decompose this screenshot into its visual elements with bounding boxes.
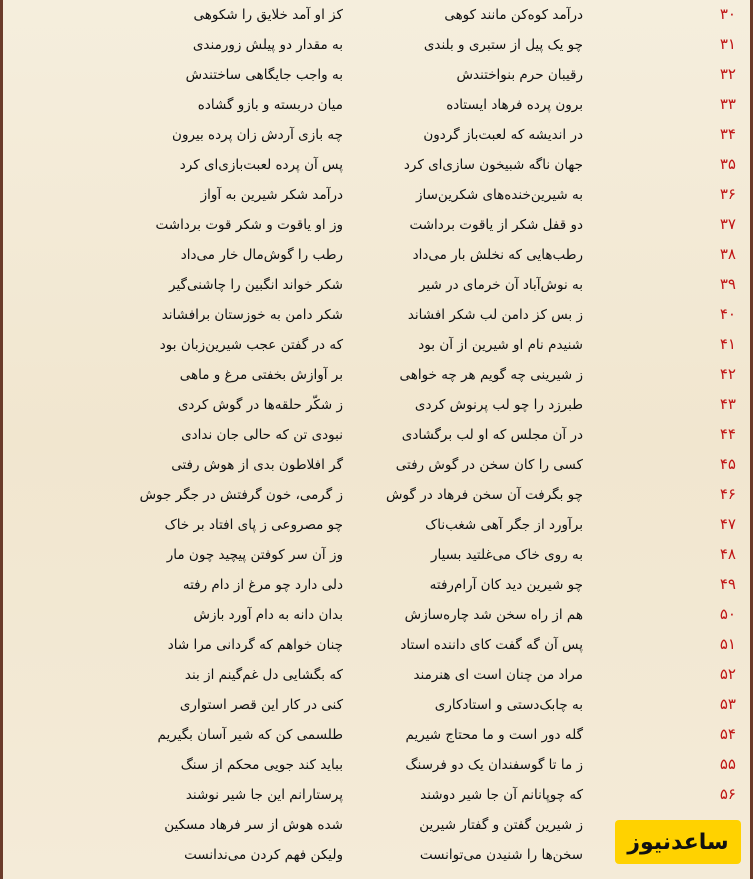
second-hemistich: نبودی تن که حالی جان ندادی (181, 427, 343, 443)
first-hemistich: کسی را کان سخن در گوش رفتی (395, 457, 583, 473)
second-hemistich: که بگشایی دل غم‌گینم از بند (184, 667, 343, 683)
first-hemistich: جهان ناگه شبیخون سازی‌ای کرد (403, 157, 583, 173)
second-hemistich: چه بازی آردش زان پرده بیرون (172, 127, 343, 143)
poem-row (3, 573, 753, 603)
first-hemistich: در اندیشه که لعبت‌باز گردون (423, 127, 583, 143)
first-hemistich: چو بگرفت آن سخن فرهاد در گوش (386, 487, 583, 503)
poem-row (3, 33, 753, 63)
first-hemistich: پس آن گه گفت کای داننده استاد (400, 637, 583, 653)
second-hemistich: بر آوازش بخفتی مرغ و ماهی (179, 367, 343, 383)
second-hemistich: ولیکن فهم کردن می‌ندانست (184, 847, 343, 863)
verse-number: ۵۳ (719, 695, 736, 713)
second-hemistich: ز شکّر حلقه‌ها در گوش کردی (177, 397, 343, 413)
verse-number: ۴۶ (719, 485, 736, 503)
verse-number: ۴۵ (719, 455, 736, 473)
poem-row (3, 633, 753, 663)
first-hemistich: که چوپانانم آن جا شیر دوشند (420, 787, 583, 803)
first-hemistich: مراد من چنان است ای هنرمند (413, 667, 583, 683)
second-hemistich: میان دربسته و بازو گشاده (197, 97, 343, 113)
poem-row (3, 513, 753, 543)
verse-number: ۳۰ (719, 5, 736, 23)
verse-number: ۴۲ (719, 365, 736, 383)
second-hemistich: کنی در کار این قصر استواری (179, 697, 343, 713)
first-hemistich: هم از راه سخن شد چاره‌سازش (404, 607, 583, 623)
verse-number: ۳۱ (719, 35, 736, 53)
poem-row (3, 243, 753, 273)
verse-number: ۴۹ (719, 575, 736, 593)
verse-number: ۴۸ (719, 545, 736, 563)
verse-number: ۳۹ (719, 275, 736, 293)
verse-number: ۵۵ (719, 755, 736, 773)
first-hemistich: در آن مجلس که او لب برگشادی (401, 427, 583, 443)
first-hemistich: چو شیرین دید کان آرام‌رفته (429, 577, 583, 593)
second-hemistich: چنان خواهم که گردانی مرا شاد (167, 637, 343, 653)
poem-row (3, 453, 753, 483)
second-hemistich: طلسمی کن که شیر آسان بگیریم (157, 727, 343, 743)
first-hemistich: درآمد کوه‌کن مانند کوهی (444, 7, 583, 23)
first-hemistich: رقیبان حرم بنواختندش (456, 67, 583, 83)
second-hemistich: بباید کند جویی محکم از سنگ (180, 757, 343, 773)
verse-number: ۵۱ (719, 635, 736, 653)
verse-number: ۵۶ (719, 785, 736, 803)
poem-row (3, 483, 753, 513)
first-hemistich: به روی خاک می‌غلتید بسیار (430, 547, 583, 563)
poem-row (3, 363, 753, 393)
poem-row (3, 663, 753, 693)
first-hemistich: ز بس کز دامن لب شکر افشاند (407, 307, 583, 323)
verse-number: ۴۷ (719, 515, 736, 533)
poem-row (3, 423, 753, 453)
second-hemistich: شکر دامن به خوزستان برافشاند (161, 307, 343, 323)
verse-number: ۳۶ (719, 185, 736, 203)
verse-number: ۳۸ (719, 245, 736, 263)
first-hemistich: ز شیرینی چه گویم هر چه خواهی (399, 367, 583, 383)
verse-number: ۴۳ (719, 395, 736, 413)
second-hemistich: به مقدار دو پیلش زورمندی (192, 37, 343, 53)
second-hemistich: پرستارانم این جا شیر نوشند (185, 787, 343, 803)
poem-row (3, 543, 753, 573)
first-hemistich: طبرزد را چو لب پرنوش کردی (414, 397, 583, 413)
poem-row (3, 3, 753, 33)
first-hemistich: ز ما تا گوسفندان یک دو فرسنگ (405, 757, 583, 773)
poem-row (3, 393, 753, 423)
second-hemistich: وز او یاقوت و شکر قوت برداشت (155, 217, 343, 233)
site-logo: ساعدنیوز (615, 820, 741, 864)
verse-number: ۳۴ (719, 125, 736, 143)
first-hemistich: به نوش‌آباد آن خرمای در شیر (418, 277, 583, 293)
first-hemistich: گله دور است و ما محتاج شیریم (405, 727, 583, 743)
verse-number: ۵۴ (719, 725, 736, 743)
verse-number: ۳۲ (719, 65, 736, 83)
second-hemistich: چو مصروعی ز پای افتاد بر خاک (164, 517, 343, 533)
poem-row (3, 693, 753, 723)
verse-number: ۳۵ (719, 155, 736, 173)
poem-row (3, 603, 753, 633)
first-hemistich: ز شیرین گفتن و گفتار شیرین (419, 817, 583, 833)
second-hemistich: گر افلاطون بدی از هوش رفتی (171, 457, 343, 473)
second-hemistich: شکر خواند انگبین را چاشنی‌گیر (169, 277, 343, 293)
verse-number: ۴۱ (719, 335, 736, 353)
second-hemistich: به واجب جایگاهی ساختندش (185, 67, 343, 83)
poem-row (3, 123, 753, 153)
verse-number: ۴۰ (719, 305, 736, 323)
second-hemistich: وز آن سر کوفتن پیچید چون مار (166, 547, 343, 563)
second-hemistich: شده هوش از سر فرهاد مسکین (164, 817, 343, 833)
verse-number: ۴۴ (719, 425, 736, 443)
poem-row (3, 333, 753, 363)
verse-number: ۵۲ (719, 665, 736, 683)
poem-list (3, 3, 753, 873)
second-hemistich: ز گرمی، خون گرفتش در جگر جوش (139, 487, 343, 503)
poem-row (3, 213, 753, 243)
first-hemistich: به چابک‌دستی و استادکاری (434, 697, 583, 713)
first-hemistich: به شیرین‌خنده‌های شکرین‌ساز (415, 187, 583, 203)
first-hemistich: برون پرده فرهاد ایستاده (446, 97, 583, 113)
first-hemistich: برآورد از جگر آهی شغب‌ناک (425, 517, 583, 533)
first-hemistich: شنیدم نام او شیرین از آن بود (418, 337, 583, 353)
poem-row (3, 753, 753, 783)
first-hemistich: رطب‌هایی که نخلش بار می‌داد (412, 247, 583, 263)
poem-row (3, 273, 753, 303)
second-hemistich: بدان دانه به دام آورد بازش (193, 607, 343, 623)
first-hemistich: سخن‌ها را شنیدن می‌توانست (419, 847, 583, 863)
second-hemistich: دلی دارد چو مرغ از دام رفته (182, 577, 343, 593)
poem-row (3, 303, 753, 333)
poem-row (3, 153, 753, 183)
poem-row (3, 783, 753, 813)
second-hemistich: رطب را گوش‌مال خار می‌داد (180, 247, 343, 263)
poem-row (3, 723, 753, 753)
second-hemistich: کز او آمد خلایق را شکوهی (193, 7, 343, 23)
poem-row (3, 63, 753, 93)
verse-number: ۳۳ (719, 95, 736, 113)
verse-number: ۵۰ (719, 605, 736, 623)
poem-row (3, 183, 753, 213)
second-hemistich: پس آن پرده لعبت‌بازی‌ای کرد (179, 157, 343, 173)
verse-number: ۳۷ (719, 215, 736, 233)
first-hemistich: دو قفل شکر از یاقوت برداشت (409, 217, 583, 233)
first-hemistich: چو یک پیل از ستبری و بلندی (423, 37, 583, 53)
second-hemistich: که در گفتن عجب شیرین‌زبان بود (159, 337, 343, 353)
poem-row (3, 93, 753, 123)
second-hemistich: درآمد شکر شیرین به آواز (200, 187, 343, 203)
